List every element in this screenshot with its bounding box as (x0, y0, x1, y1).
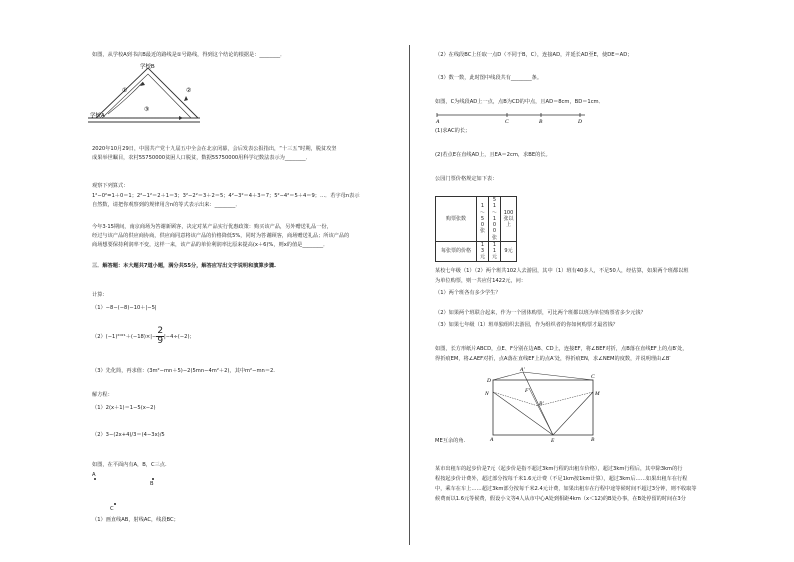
question-fold-line3: ME互余的角. (435, 438, 466, 444)
label-route-1: ① (122, 88, 128, 94)
calc-item-2 (92, 327, 195, 346)
question-class-c: （3）如果七年级（1）班单独组织去游园，作为组织者的你如何购票才最省钱？ (435, 322, 618, 328)
question-taxi-line3: 中，乘车在车上……超过3km部分按每千米2.4元计费，如果出租车在行程中途等候时间不超过3分钟，则不收取等 (435, 486, 697, 492)
question-segment-1: (1)求AC的长； (435, 128, 471, 134)
question-class-b: （2）如果两个班联合起来，作为一个团体购票，可比两个班都以班为单位购票省多少元钱？ (435, 310, 646, 316)
question-census-line2: 成果举世瞩目，农村55750000贫困人口脱贫，数据55750000用科学记数法表示为________． (92, 155, 311, 161)
question-product-line2: 经过与该产品的供应商协商，供应商同意将该产品的价格降低5%，同时为答谢顾客，商场赠送礼品；所该产品的 (92, 233, 350, 239)
label-school-b: 学校B (140, 64, 155, 70)
left-column (88, 0, 384, 562)
question-census-line1: 2020年10月29日，中国共产党十九届五中全会在北京闭幕，会后发表公报指出，“十三五”时期，脱贫攻坚 (92, 146, 337, 152)
fold-label-b: B (591, 437, 595, 443)
calc-item-1: （1）−8−(−8)−10＋|−5| (92, 305, 157, 311)
fraction-2-9 (156, 327, 164, 346)
ticket-price-table (435, 196, 517, 262)
point-c-dot (114, 503, 116, 505)
segment-label-a: A (436, 119, 440, 125)
question-class-line1: 某校七年级（1）（2）两个班共102人去游园，其中（1）班有40多人，不足50人，经估算，如果两个班都以班 (435, 268, 689, 274)
question-2: （2）在线段BC上任取一点D（不同于B，C），连接AD，并延长AD至E，使DE＝AD； (435, 52, 633, 58)
table-cell-price-1: 13元 (477, 241, 489, 261)
question-fold-line2: 得折痕EM，将∠AEF对折，点A落在直线EF上的点A′处，得折痕EN，求∠NEM的度数，并说明理由∠B′ (435, 356, 671, 362)
question-product-line3: 商场想要保持利润率不变，这样一来，该产品的单价利润率比原来提高(x＋6)%，则x的值是________． (92, 242, 329, 248)
table-cell-range-2: 51～100张 (489, 197, 501, 242)
point-a-label: A (92, 472, 96, 478)
point-c-label: C (110, 506, 114, 512)
question-route: 如图，从学校A到书店B最近的路线是①号路线，得到这个结论的根据是：________． (92, 52, 286, 58)
ticket-title: 公园门票价格规定如下表： (435, 176, 498, 182)
table-cell-range-3: 100张以上 (501, 197, 517, 242)
solve-item-1: （1）2(x＋1)＝1−5(x−2) (92, 405, 156, 411)
fold-label-b-prime: B′ (539, 401, 544, 407)
segment-label-d: D (578, 119, 582, 125)
fold-label-m: M (595, 391, 600, 397)
question-segment-2: (2)若点E在直线AD上，且EA＝2cm，求BE的长。 (435, 152, 551, 158)
point-b-label: B (150, 481, 154, 487)
question-points: 如图，在平面内有A，B，C三点. (92, 462, 167, 468)
section-3-heading: 三．解答题：本大题共7道小题，满分共55分，解答应写出文字说明和演算步骤. (92, 263, 276, 269)
segment-label-c: C (505, 119, 509, 125)
question-segment: 如图，C为线段AD上一点，点B为CD的中点，且AD＝8cm，BD＝1cm． (435, 99, 604, 105)
question-pattern-title: 观察下列算式： (92, 183, 129, 189)
fold-label-a: A (490, 437, 494, 443)
solve-item-2: （2）3−(2x+4)/3＝(4−3x)/5 (92, 432, 165, 438)
question-class-line2: 为单位购票，则一共应付1422元，问： (435, 278, 527, 284)
fold-label-a-prime: A′ (520, 367, 525, 373)
fold-label-e: E (551, 438, 555, 444)
question-pattern-line2: 自然数，请把你观察到的规律用含n的等式表示出来：________． (92, 202, 241, 208)
solve-title: 解方程： (92, 392, 113, 398)
fraction-denominator: 9 (157, 336, 164, 346)
calc-item-3: （3）先化简，再求值：(3m²−mn＋5)−2(5mn−4m²＋2)，其中m²−mn＝2. (92, 368, 275, 374)
table-cell-price-3: 9元 (501, 241, 517, 261)
question-product-line1: 今年3·15期间，南京商场为答谢新顾客，决定对某产品实行优惠政策：购买该产品，另外赠送礼品一份， (92, 224, 332, 230)
segment-figure (435, 110, 595, 124)
table-cell-range-1: 1～50张 (477, 197, 489, 242)
table-header-price: 每张票的价格 (436, 241, 477, 261)
label-route-2: ② (186, 88, 192, 94)
fold-label-d: D (487, 378, 491, 384)
question-taxi-line4: 候费而以1.6元等候费，假设小文等4人从市中心A处到相距4km（x＜12)的B处办事，在B处停留的时间在3分 (435, 496, 686, 502)
label-school-a: 学校A (90, 113, 105, 119)
question-taxi-line2: 程按起步价计费外，超过部分按每千米1.6元计费（不足1km按1km计算），超过3km后……如果出租车在行程 (435, 476, 688, 482)
fraction-numerator: 2 (157, 326, 164, 336)
question-points-1: （1）画直线AB，射线AC，线段BC； (92, 517, 179, 523)
question-pattern-line1: 1²−0²=1＋0＝1；2²−1²＝2＋1＝3；3²−2²＝3＋2＝5；4²−3²＝4＋3＝7；5²−4²＝5＋4＝9；…．若字母n表示 (92, 193, 360, 199)
point-a-dot (94, 478, 96, 480)
calc-item-2-prefix: （2）(−1)²⁰²¹＋(−18)×|− (92, 334, 157, 340)
question-taxi-line1: 某市出租车的起步价是7元（起步价是指不超过3km行程的出租车价格），超过3km行程后，其中除3km的行 (435, 466, 683, 472)
column-divider (409, 45, 410, 545)
calc-title: 计算： (92, 292, 108, 298)
label-route-3: ③ (144, 107, 150, 113)
fold-label-f: F (525, 388, 529, 394)
question-3: （3）数一数，此时图中线段共有________条。 (435, 75, 543, 81)
right-column (435, 0, 770, 562)
question-fold-line1: 如图，长方形纸片ABCD，点E、F分别在边AB、CD上，连接EF，将∠BEF对折，点B落在直线EF上的点B′处， (435, 346, 688, 352)
table-row (436, 241, 517, 261)
segment-label-b: B (539, 119, 543, 125)
fold-label-n: N (485, 391, 489, 397)
table-cell-price-2: 11元 (489, 241, 501, 261)
fold-label-c: C (591, 374, 595, 380)
route-figure (88, 60, 208, 130)
point-b-dot (152, 478, 154, 480)
question-class-a: （1）两个班各有多少学生？ (435, 290, 501, 296)
calc-item-2-suffix: |−4÷(−2)； (164, 334, 195, 340)
table-header-count: 购票张数 (436, 197, 477, 242)
table-row (436, 197, 517, 242)
folding-rectangle-figure (483, 367, 603, 444)
